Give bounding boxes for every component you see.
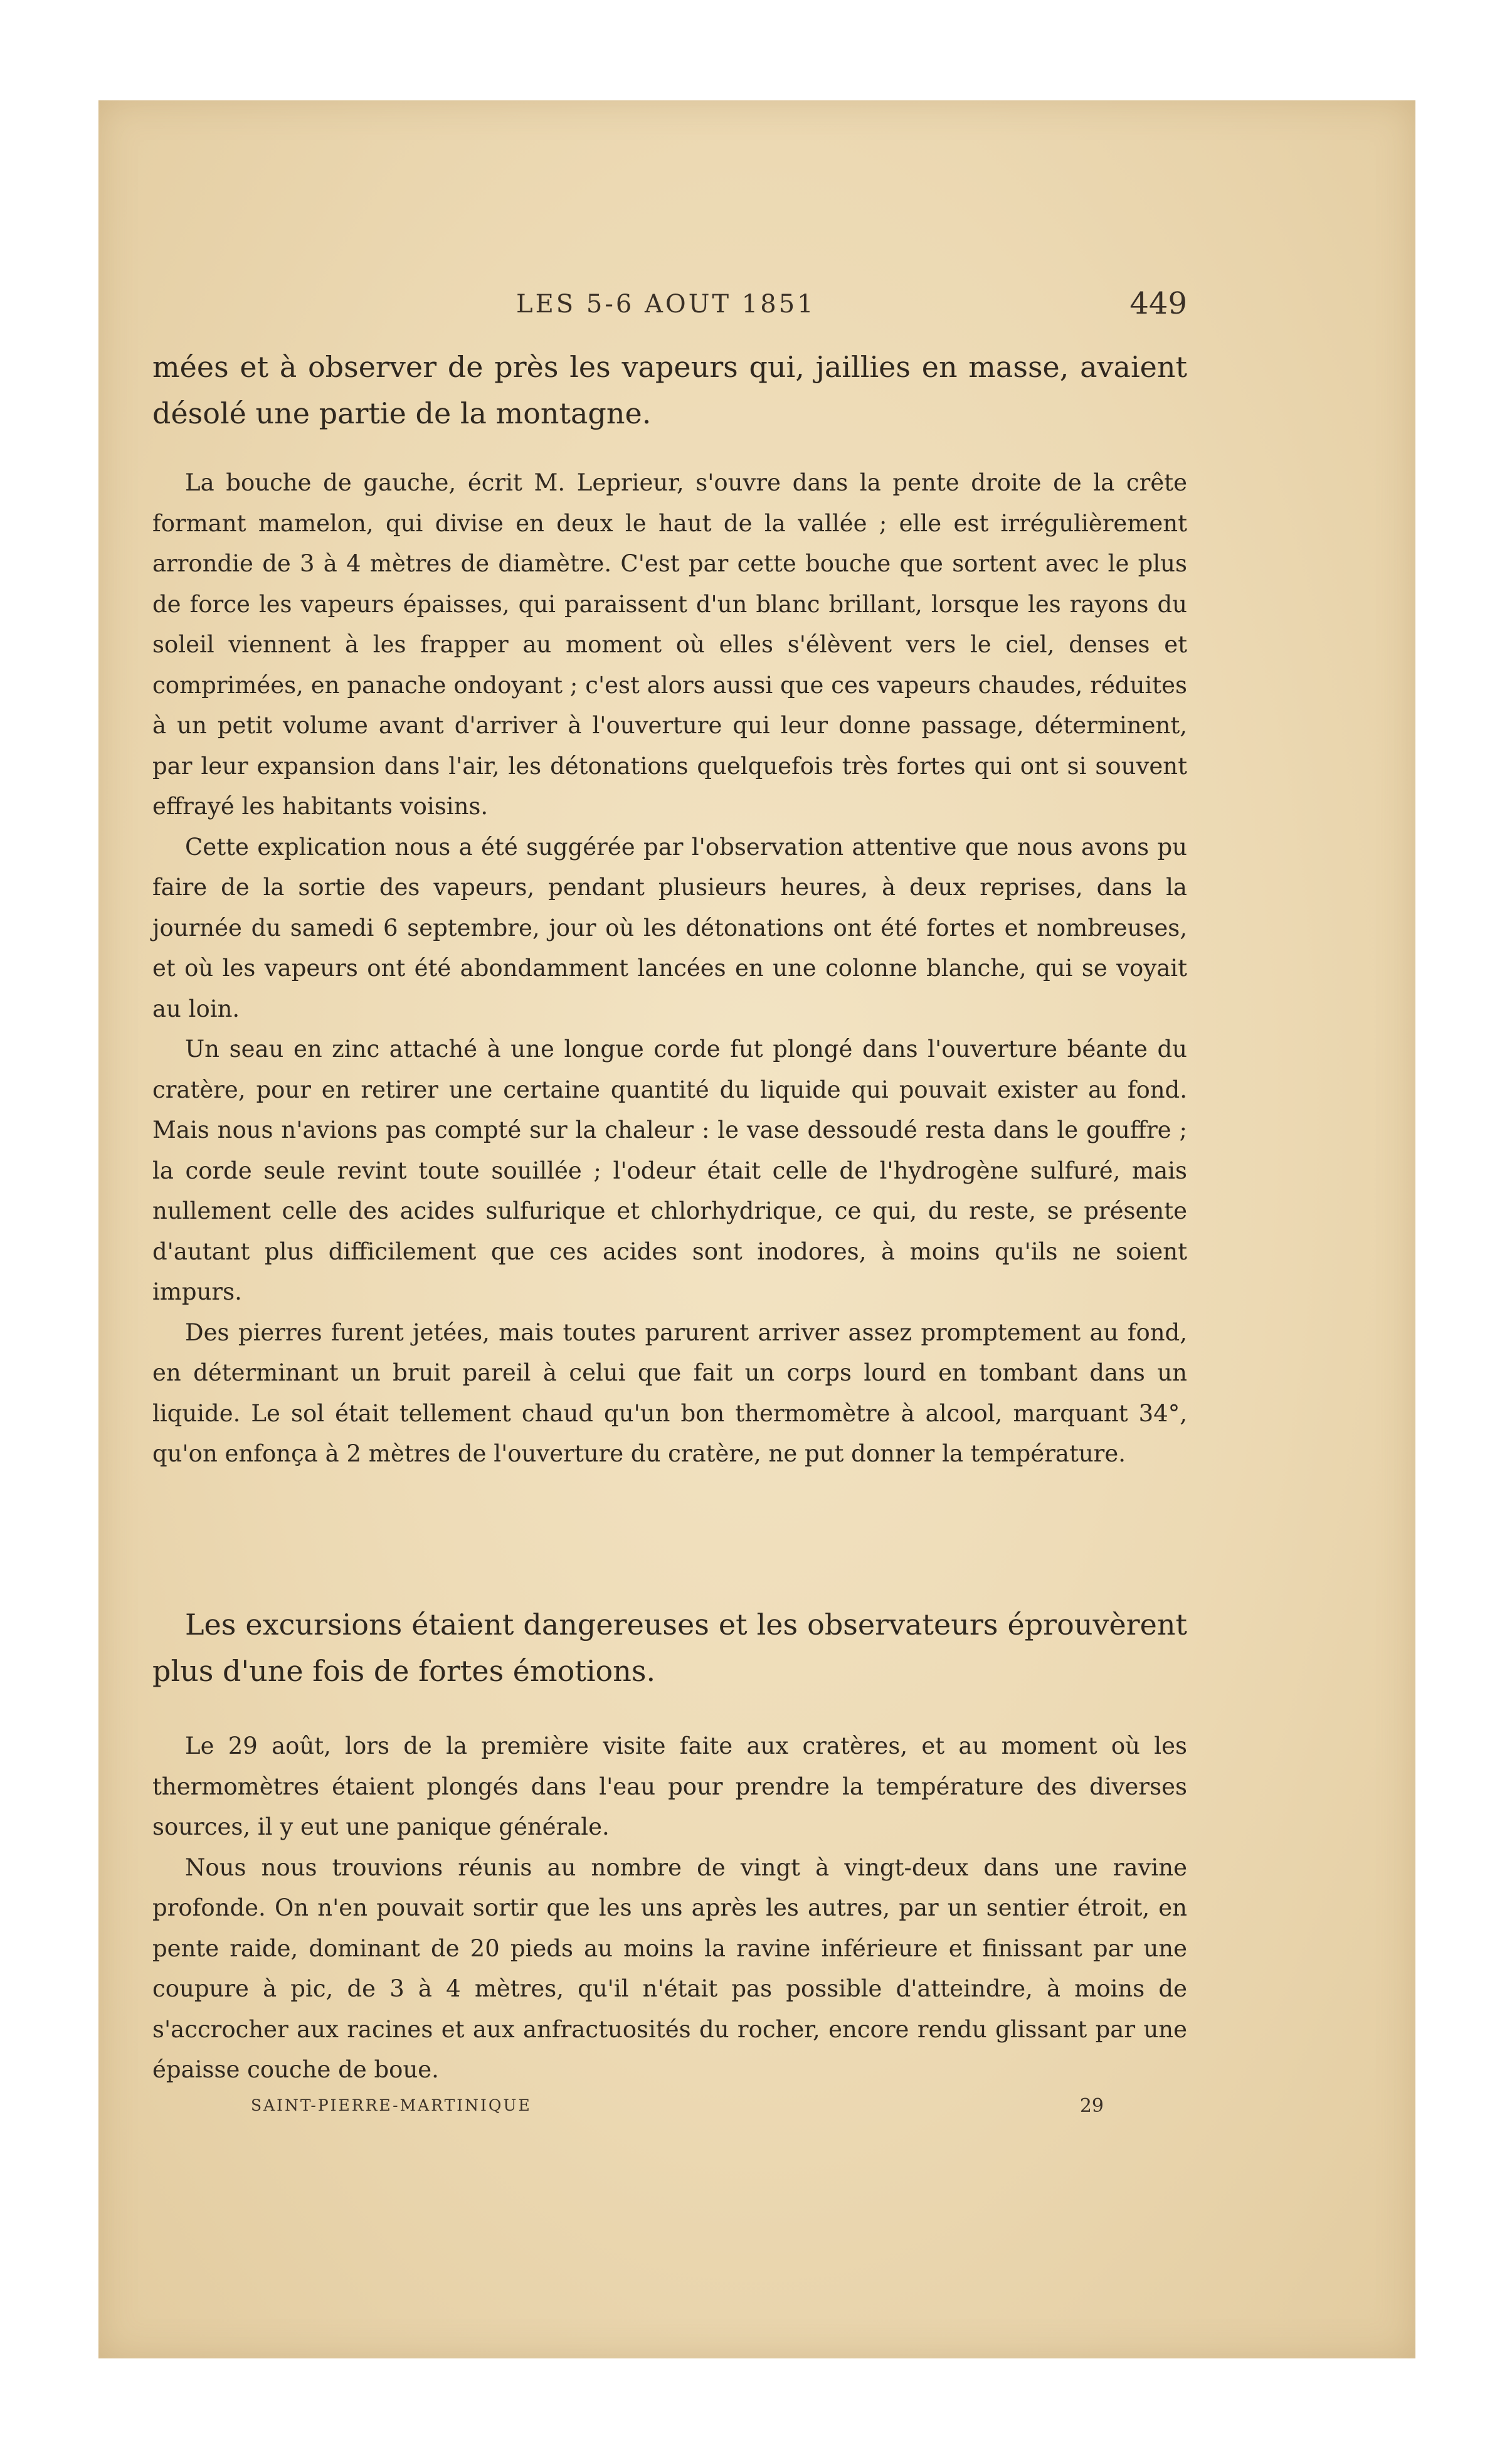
signature-number: 29	[1079, 2095, 1104, 2117]
quote-paragraph: La bouche de gauche, écrit M. Leprieur, s'ouvre dans la pente droite de la crête formant mamelon, qui divise en deux le haut de la vallée ; elle est irrégulièrement arrondie de 3 à 4 mètres de diamètre. C'est par cette bouche que sortent avec le plus de force les vapeurs épaisses, qui paraissent d'un blanc brillant, lorsque les rayons du soleil viennent à les frapper au moment où elles s'élèvent vers le ciel, denses et comprimées, en panache ondoyant ; c'est alors aussi que ces vapeurs chaudes, réduites à un petit volume avant d'arriver à l'ouverture qui leur donne passage, déterminent, par leur expansion dans l'air, les détonations quelquefois très fortes qui ont si souvent effrayé les habitants voisins.	[152, 469, 1187, 820]
paragraph: Les excursions étaient dangereuses et les observateurs éprouvèrent plus d'une fois de fortes émotions.	[152, 1608, 1187, 1688]
quoted-passage	[152, 463, 1187, 1475]
quote-paragraph: Nous nous trouvions réunis au nombre de vingt à vingt-deux dans une ravine profonde. On n'en pouvait sortir que les uns après les autres, par un sentier étroit, en pente raide, dominant de 20 pieds au moins la ravine inférieure et finissant par une coupure à pic, de 3 à 4 mètres, qu'il n'était pas possible d'atteindre, à moins de s'accrocher aux racines et aux anfractuosités du rocher, encore rendu glissant par une épaisse couche de boue.	[152, 1853, 1187, 2083]
opening-paragraph	[152, 344, 1187, 437]
quote-paragraph: Le 29 août, lors de la première visite faite aux cratères, et au moment où les thermomètres étaient plongés dans l'eau pour prendre la température des diverses sources, il y eut une panique générale.	[152, 1732, 1187, 1840]
quote-paragraph: Un seau en zinc attaché à une longue corde fut plongé dans l'ouverture béante du cratère, pour en retirer une certaine quantité du liquide qui pouvait exister au fond. Mais nous n'avions pas compté sur la chaleur : le vase dessoudé resta dans le gouffre ; la corde seule revint toute souillée ; l'odeur était celle de l'hydrogène sulfuré, mais nullement celle des acides sulfurique et chlorhydrique, ce qui, du reste, se présente d'autant plus difficilement que ces acides sont inodores, à moins qu'ils ne soient impurs.	[152, 1036, 1187, 1305]
middle-paragraph	[152, 1601, 1187, 1694]
page-footer	[251, 2096, 1104, 2121]
quoted-passage-2	[152, 1726, 1187, 2091]
paragraph: mées et à observer de près les vapeurs qui, jaillies en masse, avaient désolé une partie de la montagne.	[152, 350, 1187, 430]
quote-paragraph: Cette explication nous a été suggérée par l'observation attentive que nous avons pu faire de la sortie des vapeurs, pendant plusieurs heures, à deux reprises, dans la journée du samedi 6 septembre, jour où les détonations ont été fortes et nombreuses, et où les vapeurs ont été abondamment lancées en une colonne blanche, qui se voyait au loin.	[152, 833, 1187, 1022]
signature-mark: SAINT-PIERRE-MARTINIQUE	[251, 2096, 532, 2114]
page-number: 449	[1129, 286, 1187, 321]
running-title: LES 5-6 AOUT 1851	[516, 290, 816, 319]
running-header	[152, 286, 1187, 327]
quote-paragraph: Des pierres furent jetées, mais toutes parurent arriver assez promptement au fond, en déterminant un bruit pareil à celui que fait un corps lourd en tombant dans un liquide. Le sol était tellement chaud qu'un bon thermomètre à alcool, marquant 34°, qu'on enfonça à 2 mètres de l'ouverture du cratère, ne put donner la température.	[152, 1318, 1187, 1467]
